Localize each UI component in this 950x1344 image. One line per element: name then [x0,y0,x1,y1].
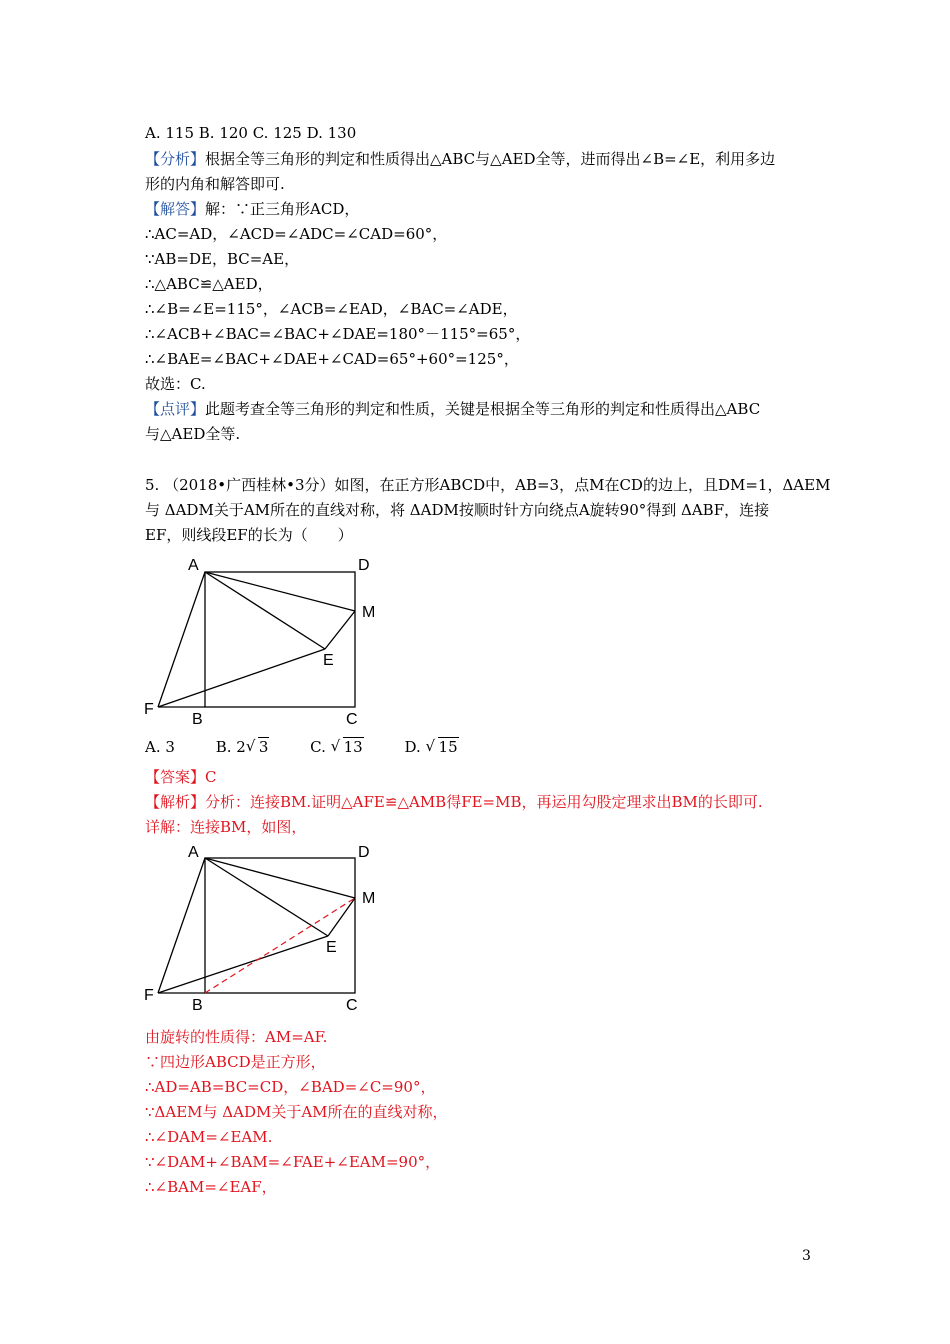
label-f: F [144,701,154,718]
q5-step-5: ∴∠DAM=∠EAM. [145,1128,273,1146]
segment-am-2 [205,858,355,898]
prev-analysis-line-2: 形的内角和解答即可. [145,175,285,193]
answer-tag: 【解答】 [145,200,206,218]
prev-step-3: ∴△ABC≌△AED， [145,275,273,293]
label-e-2: E [326,939,337,956]
q5-step-4: ∵ΔAEM与 ΔADM关于AM所在的直线对称， [145,1103,448,1121]
label-d: D [358,557,370,574]
figure-1 [140,552,390,732]
option-b-radicand: 3 [258,738,269,756]
segment-af-2 [158,858,205,993]
figure-2 [140,840,390,1020]
label-f-2: F [144,987,154,1004]
segment-fe-2 [158,936,328,993]
prev-step-7: 故选：C. [145,375,206,393]
prev-step-1: ∴AC=AD，∠ACD=∠ADC=∠CAD=60°， [145,225,448,243]
q5-answer: 【答案】C [145,768,217,786]
label-c: C [346,711,358,728]
comment-tag: 【点评】 [145,400,206,418]
segment-em [325,611,355,649]
label-m-2: M [362,890,376,907]
q5-stem-line-2: 与 ΔADM关于AM所在的直线对称，将 ΔADM按顺时针方向绕点A旋转90°得到 ΔABF，连接 [145,501,770,519]
label-d-2: D [358,844,370,861]
prev-step-6: ∴∠BAE=∠BAC+∠DAE+∠CAD=65°+60°=125°， [145,350,519,368]
segment-am [205,572,355,611]
segment-ae-2 [205,858,328,936]
label-a: A [188,557,199,574]
option-d-radicand: 15 [438,738,458,756]
q5-detail: 详解：连接BM，如图， [145,818,307,836]
label-b-2: B [192,997,203,1014]
q5-stem-line-1: 5. （2018•广西桂林•3分）如图，在正方形ABCD中，AB=3，点M在CD的边上，且DM=1，ΔAEM [145,476,831,494]
option-c-radicand: 13 [343,738,363,756]
segment-em-2 [328,898,355,936]
q5-step-2: ∵四边形ABCD是正方形， [145,1053,326,1071]
label-e: E [323,652,334,669]
option-b-prefix: B. 2 [215,738,246,756]
option-c-prefix: C. [310,738,331,756]
analysis-text-1: 根据全等三角形的判定和性质得出△ABC与△AED全等，进而得出∠B=∠E，利用多边 [205,150,776,168]
comment-text-1: 此题考查全等三角形的判定和性质，关键是根据全等三角形的判定和性质得出△ABC [205,400,761,418]
option-a: A. 3 [145,738,175,756]
prev-step-4: ∴∠B=∠E=115°，∠ACB=∠EAD，∠BAC=∠ADE， [145,300,518,318]
option-b [216,738,270,756]
prev-answer-line-1 [145,200,359,218]
label-a-2: A [188,844,199,861]
q5-options [145,738,495,756]
q5-stem-line-3: EF，则线段EF的长为（ ） [145,526,353,544]
prev-options: A. 115 B. 120 C. 125 D. 130 [145,124,357,142]
option-c [310,738,364,756]
analysis-tag: 【分析】 [145,150,206,168]
prev-comment-line-1 [145,400,760,418]
answer-text-1: 解：∵正三角形ACD， [205,200,360,218]
prev-step-5: ∴∠ACB+∠BAC=∠BAC+∠DAE=180°－115°=65°， [145,325,531,343]
label-m: M [362,604,376,621]
label-b: B [192,711,203,728]
q5-step-7: ∴∠BAM=∠EAF， [145,1178,277,1196]
prev-step-2: ∵AB=DE，BC=AE， [145,250,300,268]
segment-fe [158,649,325,707]
prev-comment-line-2: 与△AED全等. [145,425,241,443]
option-d [405,738,459,756]
option-d-prefix: D. [404,738,426,756]
page-number: 3 [802,1248,811,1264]
q5-step-3: ∴AD=AB=BC=CD，∠BAD=∠C=90°， [145,1078,436,1096]
segment-ae [205,572,325,649]
segment-af [158,572,205,707]
prev-analysis-line-1 [145,150,775,168]
q5-step-6: ∵∠DAM+∠BAM=∠FAE+∠EAM=90°， [145,1153,441,1171]
q5-analysis: 【解析】分析：连接BM.证明△AFE≌△AMB得FE=MB，再运用勾股定理求出BM的长即可. [145,793,763,811]
label-c-2: C [346,997,358,1014]
q5-step-1: 由旋转的性质得：AM=AF. [145,1028,328,1046]
